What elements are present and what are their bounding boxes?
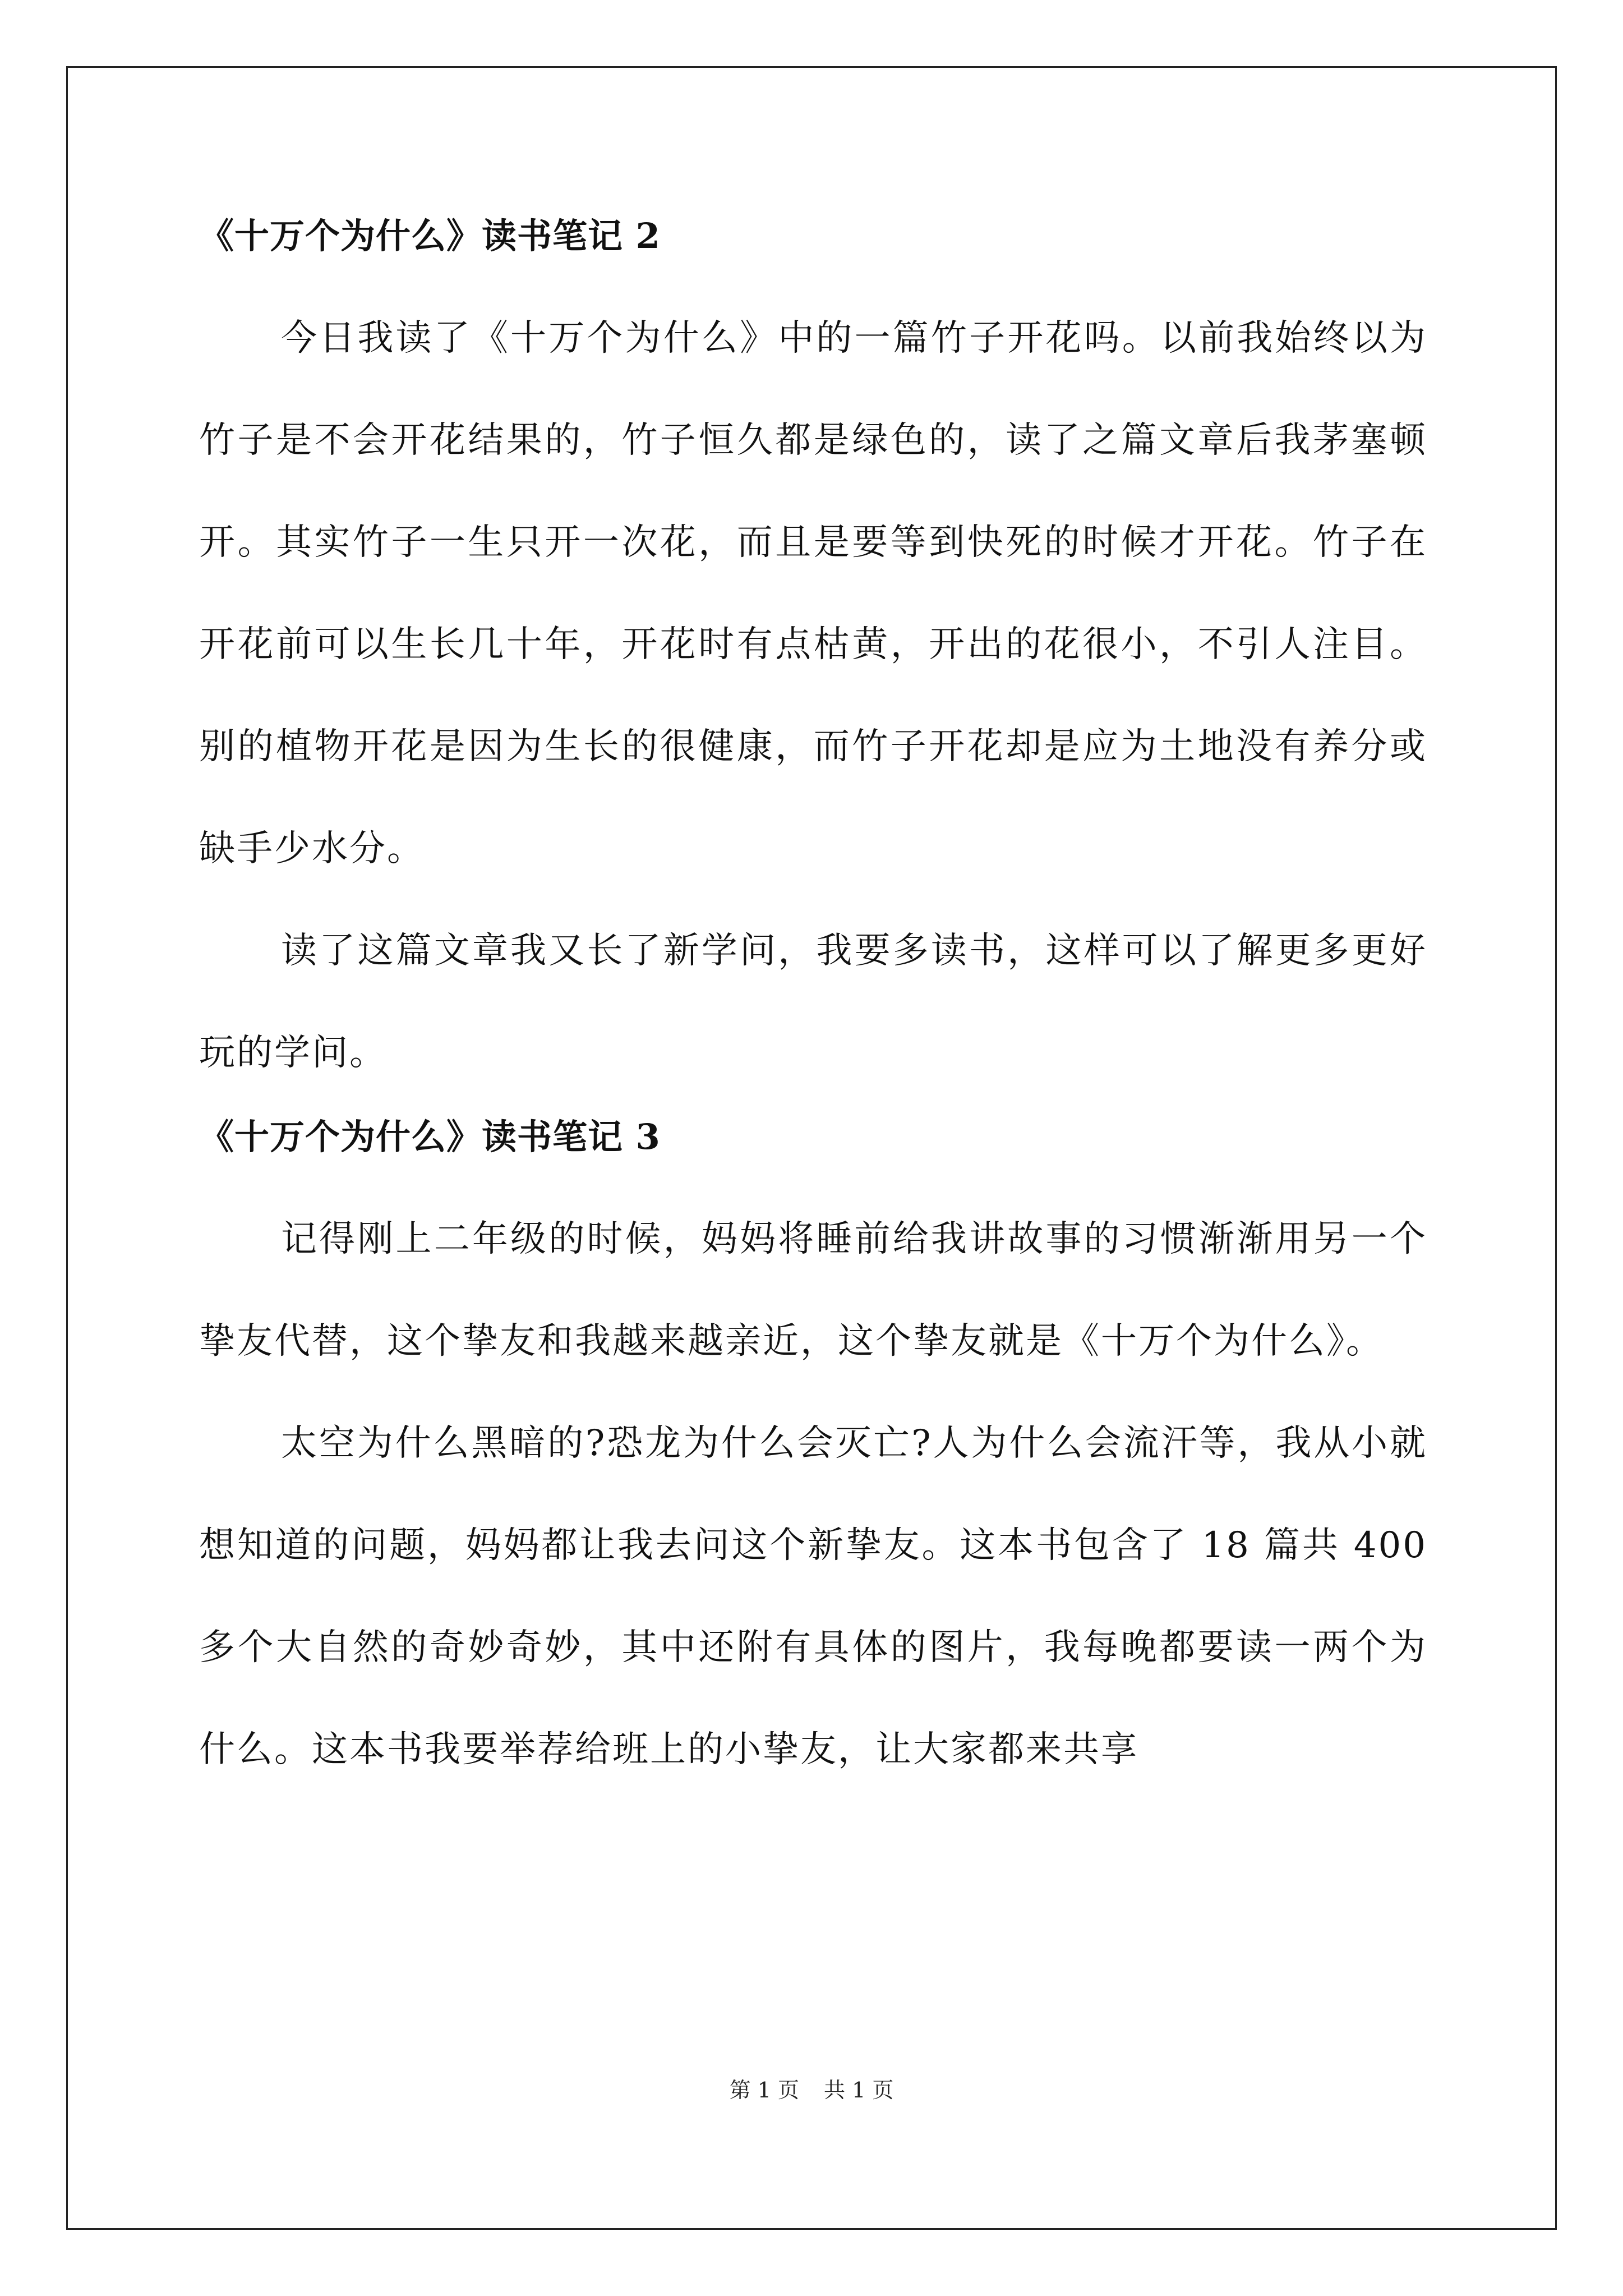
page-number: 第 1 页 bbox=[729, 2078, 799, 2102]
document-body bbox=[199, 215, 1427, 1801]
page-total: 共 1 页 bbox=[824, 2078, 894, 2102]
paragraph: 今日我读了《十万个为什么》中的一篇竹子开花吗。以前我始终以为竹子是不会开花结果的，竹子恒久都是绿色的，读了之篇文章后我茅塞顿开。其实竹子一生只开一次花，而且是要等到快死的时候才开花。竹子在开花前可以生长几十年，开花时有点枯黄，开出的花很小，不引人注目。别的植物开花是因为生长的很健康，而竹子开花却是应为土地没有养分或缺手少水分。 bbox=[199, 318, 1427, 869]
page-footer bbox=[0, 2079, 1623, 2101]
section-heading: 《十万个为什么》读书笔记 3 bbox=[199, 1116, 661, 1157]
section-heading: 《十万个为什么》读书笔记 2 bbox=[199, 215, 661, 256]
paragraph: 记得刚上二年级的时候，妈妈将睡前给我讲故事的习惯渐渐用另一个挚友代替，这个挚友和我越来越亲近，这个挚友就是《十万个为什么》。 bbox=[199, 1218, 1427, 1362]
paragraph: 读了这篇文章我又长了新学问，我要多读书，这样可以了解更多更好玩的学问。 bbox=[199, 930, 1427, 1074]
paragraph: 太空为什么黑暗的?恐龙为什么会灭亡?人为什么会流汗等，我从小就想知道的问题，妈妈都让我去问这个新挚友。这本书包含了 18 篇共 400 多个大自然的奇妙奇妙，其中还附有具体的图片，我每晚都要读一两个为什么。这本书我要举荐给班上的小挚友，让大家都来共享 bbox=[199, 1423, 1427, 1770]
